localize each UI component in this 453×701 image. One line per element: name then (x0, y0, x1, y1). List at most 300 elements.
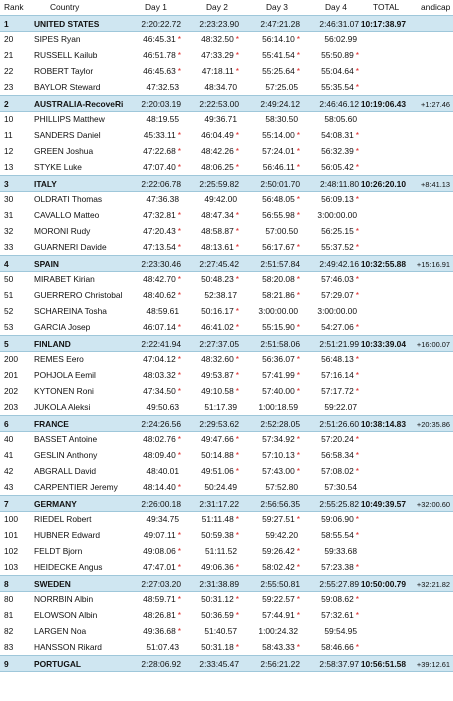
rider-day2-time: 48:34.70 (204, 82, 237, 92)
rider-day2-cell (185, 353, 239, 365)
counting-mark: * (296, 146, 300, 156)
rider-day4-cell (305, 241, 359, 253)
team-row (0, 495, 453, 512)
rider-day3-cell (246, 81, 300, 93)
team-country: AUSTRALIA-RecoveRi (34, 99, 124, 109)
header-handicap: andicap (421, 2, 451, 12)
rider-day2-time: 46:04.49 (201, 130, 234, 140)
counting-mark: * (296, 322, 300, 332)
rider-day1-time: 47:13.54 (143, 242, 176, 252)
header-day4: Day 4 (325, 2, 347, 12)
rider-name: CARPENTIER Jeremy (34, 482, 118, 492)
counting-mark: * (235, 322, 239, 332)
rider-day4-time: 58:55.54 (321, 530, 354, 540)
rider-day3-cell (246, 545, 300, 557)
rider-row (0, 527, 453, 543)
rider-day4-cell (305, 641, 359, 653)
rider-day3-time: 57:40.00 (262, 386, 295, 396)
rider-day2-cell (185, 481, 239, 493)
counting-mark: * (177, 482, 181, 492)
rider-day3-cell (246, 209, 300, 221)
rider-name: JUKOLA Aleksi (34, 402, 91, 412)
rider-day2-cell (185, 209, 239, 221)
rider-day1-time: 48:59.71 (143, 594, 176, 604)
rider-day2-cell (185, 385, 239, 397)
rider-day4-time: 3:00:00.00 (317, 306, 357, 316)
header-rank: Rank (4, 2, 24, 12)
table-header (0, 0, 453, 15)
team-day1: 2:20:03.19 (141, 99, 181, 109)
rider-day1-cell (131, 529, 181, 541)
rider-day2-cell (185, 401, 239, 413)
counting-mark: * (235, 242, 239, 252)
team-rank: 8 (4, 579, 9, 589)
counting-mark: * (355, 642, 359, 652)
rider-bib: 32 (4, 226, 14, 236)
rider-day4-cell (305, 305, 359, 317)
counting-mark: * (235, 66, 239, 76)
counting-mark: * (296, 370, 300, 380)
rider-day4-cell (305, 289, 359, 301)
rider-day3-cell (246, 385, 300, 397)
rider-day2-cell (185, 609, 239, 621)
rider-day4-cell (305, 113, 359, 125)
rider-row (0, 271, 453, 287)
counting-mark: * (296, 66, 300, 76)
rider-row (0, 463, 453, 479)
team-day1: 2:22:06.78 (141, 179, 181, 189)
rider-day1-time: 45:33.11 (143, 130, 176, 140)
rider-name: GESLIN Anthony (34, 450, 98, 460)
counting-mark: * (177, 50, 181, 60)
team-day4: 2:55:27.89 (319, 579, 359, 589)
rider-day2-cell (185, 321, 239, 333)
rider-day2-time: 48:47.34 (201, 210, 234, 220)
rider-day3-time: 57:44.91 (262, 610, 295, 620)
rider-day2-time: 50:59.38 (201, 530, 234, 540)
team-handicap: +1:27.46 (421, 100, 450, 109)
rider-day1-time: 48:09.40 (143, 450, 176, 460)
team-country: SPAIN (34, 259, 59, 269)
rider-day3-time: 59:27.51 (262, 514, 295, 524)
team-day3: 2:56:56.35 (260, 499, 300, 509)
rider-row (0, 191, 453, 207)
rider-day2-time: 48:32.60 (201, 354, 234, 364)
team-day1: 2:23:30.46 (141, 259, 181, 269)
team-day2: 2:22:53.00 (199, 99, 239, 109)
team-day3: 2:47:21.28 (260, 19, 300, 29)
rider-bib: 103 (4, 562, 18, 572)
team-rank: 5 (4, 339, 9, 349)
rider-day3-time: 56:46.11 (262, 162, 295, 172)
team-rank: 7 (4, 499, 9, 509)
rider-day4-cell (305, 545, 359, 557)
counting-mark: * (235, 354, 239, 364)
counting-mark: * (235, 210, 239, 220)
team-day1: 2:22:41.94 (141, 339, 181, 349)
counting-mark: * (296, 594, 300, 604)
counting-mark: * (235, 562, 239, 572)
rider-day1-cell (131, 641, 181, 653)
rider-day3-time: 56:55.98 (262, 210, 295, 220)
team-day4: 2:55:25.82 (319, 499, 359, 509)
header-day3: Day 3 (266, 2, 288, 12)
rider-day1-cell (131, 465, 181, 477)
counting-mark: * (355, 322, 359, 332)
rider-bib: 21 (4, 50, 14, 60)
rider-day2-cell (185, 225, 239, 237)
counting-mark: * (235, 466, 239, 476)
counting-mark: * (296, 194, 300, 204)
team-country: FRANCE (34, 419, 69, 429)
rider-row (0, 623, 453, 639)
team-rank: 3 (4, 179, 9, 189)
rider-day3-cell (246, 33, 300, 45)
counting-mark: * (296, 546, 300, 556)
counting-mark: * (296, 354, 300, 364)
counting-mark: * (355, 130, 359, 140)
rider-day1-time: 46:51.78 (143, 50, 176, 60)
counting-mark: * (235, 34, 239, 44)
rider-name: GUARNERI Davide (34, 242, 107, 252)
rider-day4-time: 56:05.42 (321, 162, 354, 172)
rider-day1-time: 48:42.70 (143, 274, 176, 284)
rider-row (0, 479, 453, 495)
header-total: TOTAL (373, 2, 400, 12)
rider-name: ROBERT Taylor (34, 66, 94, 76)
team-day3: 2:52:28.05 (260, 419, 300, 429)
team-day2: 2:31:38.89 (199, 579, 239, 589)
rider-day2-cell (185, 449, 239, 461)
team-day3: 2:49:24.12 (260, 99, 300, 109)
rider-day1-cell (131, 225, 181, 237)
rider-day4-cell (305, 561, 359, 573)
rider-day4-time: 55:35.54 (321, 82, 354, 92)
rider-row (0, 383, 453, 399)
rider-day3-cell (246, 369, 300, 381)
rider-bib: 30 (4, 194, 14, 204)
rider-row (0, 447, 453, 463)
rider-day4-cell (305, 209, 359, 221)
rider-day3-time: 57:41.99 (262, 370, 295, 380)
rider-day4-cell (305, 321, 359, 333)
rider-day3-time: 58:20.08 (262, 274, 295, 284)
rider-bib: 41 (4, 450, 14, 460)
rider-day1-time: 47:47.01 (143, 562, 176, 572)
rider-day1-cell (131, 353, 181, 365)
team-handicap: +32:21.82 (416, 580, 450, 589)
rider-day4-time: 55:50.89 (321, 50, 354, 60)
rider-day1-time: 47:32.53 (146, 82, 179, 92)
rider-day4-cell (305, 529, 359, 541)
rider-day2-time: 46:41.02 (201, 322, 234, 332)
rider-day2-time: 49:53.87 (201, 370, 234, 380)
rider-name: GUERRERO Christobal (34, 290, 123, 300)
rider-day4-cell (305, 433, 359, 445)
rider-day2-time: 49:10.58 (201, 386, 234, 396)
rider-day3-cell (246, 609, 300, 621)
team-total: 10:17:38.97 (360, 19, 406, 29)
rider-day2-cell (185, 145, 239, 157)
rider-day4-time: 56:58.34 (321, 450, 354, 460)
rider-day2-time: 49:06.36 (201, 562, 234, 572)
rider-name: SANDERS Daniel (34, 130, 101, 140)
rider-day2-time: 48:32.50 (201, 34, 234, 44)
rider-day3-cell (246, 49, 300, 61)
counting-mark: * (235, 434, 239, 444)
rider-day1-time: 46:45.63 (143, 66, 176, 76)
rider-day4-cell (305, 225, 359, 237)
counting-mark: * (235, 514, 239, 524)
rider-bib: 53 (4, 322, 14, 332)
team-rank: 4 (4, 259, 9, 269)
rider-day1-time: 47:32.81 (143, 210, 176, 220)
team-country: ITALY (34, 179, 57, 189)
team-rank: 9 (4, 659, 9, 669)
rider-row (0, 543, 453, 559)
team-day1: 2:26:00.18 (141, 499, 181, 509)
rider-day2-time: 48:42.26 (201, 146, 234, 156)
counting-mark: * (296, 562, 300, 572)
rider-day1-time: 48:03.32 (143, 370, 176, 380)
rider-bib: 80 (4, 594, 14, 604)
rider-day2-cell (185, 593, 239, 605)
rider-day4-time: 58:46.66 (321, 642, 354, 652)
rider-day2-time: 50:14.88 (201, 450, 234, 460)
counting-mark: * (235, 642, 239, 652)
rider-day4-time: 56:48.13 (321, 354, 354, 364)
team-total: 10:50:00.79 (360, 579, 406, 589)
rider-day2-time: 50:16.17 (201, 306, 234, 316)
counting-mark: * (177, 162, 181, 172)
counting-mark: * (296, 290, 300, 300)
rider-day4-time: 59:22.07 (324, 402, 357, 412)
rider-day3-time: 59:22.57 (262, 594, 295, 604)
rider-day3-time: 55:14.00 (262, 130, 295, 140)
rider-day4-cell (305, 593, 359, 605)
counting-mark: * (296, 434, 300, 444)
rider-day1-time: 47:20.43 (143, 226, 176, 236)
team-day3: 2:51:57.84 (260, 259, 300, 269)
rider-day1-time: 47:07.40 (143, 162, 176, 172)
rider-row (0, 399, 453, 415)
team-row (0, 415, 453, 432)
rider-bib: 42 (4, 466, 14, 476)
rider-day2-time: 48:58.87 (201, 226, 234, 236)
counting-mark: * (355, 354, 359, 364)
rider-day1-cell (131, 561, 181, 573)
rider-bib: 200 (4, 354, 18, 364)
counting-mark: * (355, 274, 359, 284)
rider-day3-time: 59:26.42 (262, 546, 295, 556)
rider-day1-cell (131, 513, 181, 525)
rider-day4-time: 57:08.02 (321, 466, 354, 476)
rider-day4-time: 57:17.72 (321, 386, 354, 396)
team-day1: 2:20:22.72 (141, 19, 181, 29)
team-country: SWEDEN (34, 579, 71, 589)
rider-day4-time: 56:32.39 (321, 146, 354, 156)
team-day4: 2:51:26.60 (319, 419, 359, 429)
team-day3: 2:56:21.22 (260, 659, 300, 669)
rider-day3-time: 3:00:00.00 (258, 306, 298, 316)
rider-day3-time: 59:42.20 (265, 530, 298, 540)
rider-day1-time: 48:59.61 (146, 306, 179, 316)
team-day2: 2:33:45.47 (199, 659, 239, 669)
rider-day3-time: 57:25.05 (265, 82, 298, 92)
team-row (0, 95, 453, 112)
rider-day4-time: 59:06.90 (321, 514, 354, 524)
counting-mark: * (355, 434, 359, 444)
rider-bib: 83 (4, 642, 14, 652)
rider-name: BASSET Antoine (34, 434, 98, 444)
rider-row (0, 239, 453, 255)
team-row (0, 575, 453, 592)
rider-day2-time: 51:17.39 (204, 402, 237, 412)
rider-day1-time: 46:07.14 (143, 322, 176, 332)
rider-bib: 82 (4, 626, 14, 636)
rider-day3-cell (246, 321, 300, 333)
team-row (0, 175, 453, 192)
counting-mark: * (235, 370, 239, 380)
rider-day1-cell (131, 321, 181, 333)
rider-day3-time: 58:30.50 (265, 114, 298, 124)
rider-bib: 81 (4, 610, 14, 620)
rider-bib: 23 (4, 82, 14, 92)
counting-mark: * (355, 146, 359, 156)
rider-day1-time: 49:34.75 (146, 514, 179, 524)
rider-day2-time: 51:11.48 (201, 514, 234, 524)
rider-name: SIPES Ryan (34, 34, 81, 44)
team-total: 10:38:14.83 (360, 419, 406, 429)
team-day4: 2:46:46.12 (319, 99, 359, 109)
rider-name: LARGEN Noa (34, 626, 87, 636)
rider-row (0, 111, 453, 127)
rider-day1-cell (131, 609, 181, 621)
rider-day2-time: 50:48.23 (201, 274, 234, 284)
rider-day2-time: 50:31.18 (201, 642, 234, 652)
team-country: PORTUGAL (34, 659, 81, 669)
rider-bib: 51 (4, 290, 14, 300)
rider-name: NORRBIN Albin (34, 594, 94, 604)
rider-day2-time: 52:38.17 (204, 290, 237, 300)
counting-mark: * (355, 514, 359, 524)
rider-day2-time: 49:42.00 (204, 194, 237, 204)
rider-day4-cell (305, 33, 359, 45)
rider-day3-cell (246, 401, 300, 413)
rider-day2-cell (185, 465, 239, 477)
rider-day4-cell (305, 449, 359, 461)
counting-mark: * (355, 226, 359, 236)
rider-day3-time: 57:24.01 (262, 146, 295, 156)
rider-day3-time: 58:43.33 (262, 642, 295, 652)
rider-day4-time: 57:30.54 (324, 482, 357, 492)
rider-day3-cell (246, 529, 300, 541)
rider-day4-time: 56:09.13 (321, 194, 354, 204)
rider-day1-cell (131, 209, 181, 221)
rider-row (0, 351, 453, 367)
rider-name: REMES Eero (34, 354, 84, 364)
counting-mark: * (177, 610, 181, 620)
rider-bib: 50 (4, 274, 14, 284)
rider-day2-cell (185, 241, 239, 253)
rider-row (0, 639, 453, 655)
team-day1: 2:24:26.56 (141, 419, 181, 429)
counting-mark: * (296, 130, 300, 140)
team-day1: 2:28:06.92 (141, 659, 181, 669)
rider-day1-cell (131, 273, 181, 285)
rider-day3-time: 58:02.42 (262, 562, 295, 572)
counting-mark: * (235, 274, 239, 284)
rider-day1-cell (131, 193, 181, 205)
team-handicap: +16:00.07 (416, 340, 450, 349)
team-rank: 2 (4, 99, 9, 109)
rider-day1-time: 48:02.76 (143, 434, 176, 444)
counting-mark: * (177, 322, 181, 332)
rider-day3-time: 55:15.90 (262, 322, 295, 332)
rider-day3-time: 55:41.54 (262, 50, 295, 60)
rider-day3-time: 1:00:18.59 (258, 402, 298, 412)
counting-mark: * (177, 386, 181, 396)
rider-name: GARCIA Josep (34, 322, 91, 332)
rider-row (0, 287, 453, 303)
rider-day4-cell (305, 609, 359, 621)
rider-day4-cell (305, 49, 359, 61)
rider-name: PHILLIPS Matthew (34, 114, 105, 124)
rider-bib: 202 (4, 386, 18, 396)
team-handicap: +15:16.91 (416, 260, 450, 269)
rider-day1-time: 47:36.38 (146, 194, 179, 204)
rider-day3-cell (246, 145, 300, 157)
rider-day3-cell (246, 305, 300, 317)
rider-name: POHJOLA Eemil (34, 370, 96, 380)
rider-day3-cell (246, 625, 300, 637)
rider-day1-cell (131, 625, 181, 637)
team-handicap: +8:41.13 (421, 180, 450, 189)
counting-mark: * (177, 34, 181, 44)
counting-mark: * (296, 514, 300, 524)
rider-day3-time: 57:52.80 (265, 482, 298, 492)
rider-day4-time: 57:23.38 (321, 562, 354, 572)
rider-day3-time: 56:36.07 (262, 354, 295, 364)
rider-day1-cell (131, 129, 181, 141)
rider-day4-time: 57:32.61 (321, 610, 354, 620)
counting-mark: * (355, 530, 359, 540)
rider-day3-cell (246, 113, 300, 125)
rider-day3-time: 56:14.10 (262, 34, 295, 44)
counting-mark: * (177, 226, 181, 236)
rider-day3-cell (246, 225, 300, 237)
rider-day2-time: 50:36.59 (201, 610, 234, 620)
rider-day1-cell (131, 433, 181, 445)
team-total: 10:32:55.88 (360, 259, 406, 269)
team-day4: 2:49:42.16 (319, 259, 359, 269)
rider-day1-time: 48:40.01 (146, 466, 179, 476)
rider-day1-time: 49:50.63 (146, 402, 179, 412)
counting-mark: * (177, 434, 181, 444)
team-rank: 6 (4, 419, 9, 429)
rider-day4-time: 56:25.15 (321, 226, 354, 236)
rider-name: ABGRALL David (34, 466, 97, 476)
team-country: GERMANY (34, 499, 77, 509)
rider-day4-time: 58:05.60 (324, 114, 357, 124)
counting-mark: * (296, 610, 300, 620)
counting-mark: * (355, 290, 359, 300)
counting-mark: * (355, 162, 359, 172)
rider-bib: 33 (4, 242, 14, 252)
counting-mark: * (355, 370, 359, 380)
rider-bib: 40 (4, 434, 14, 444)
rider-row (0, 591, 453, 607)
